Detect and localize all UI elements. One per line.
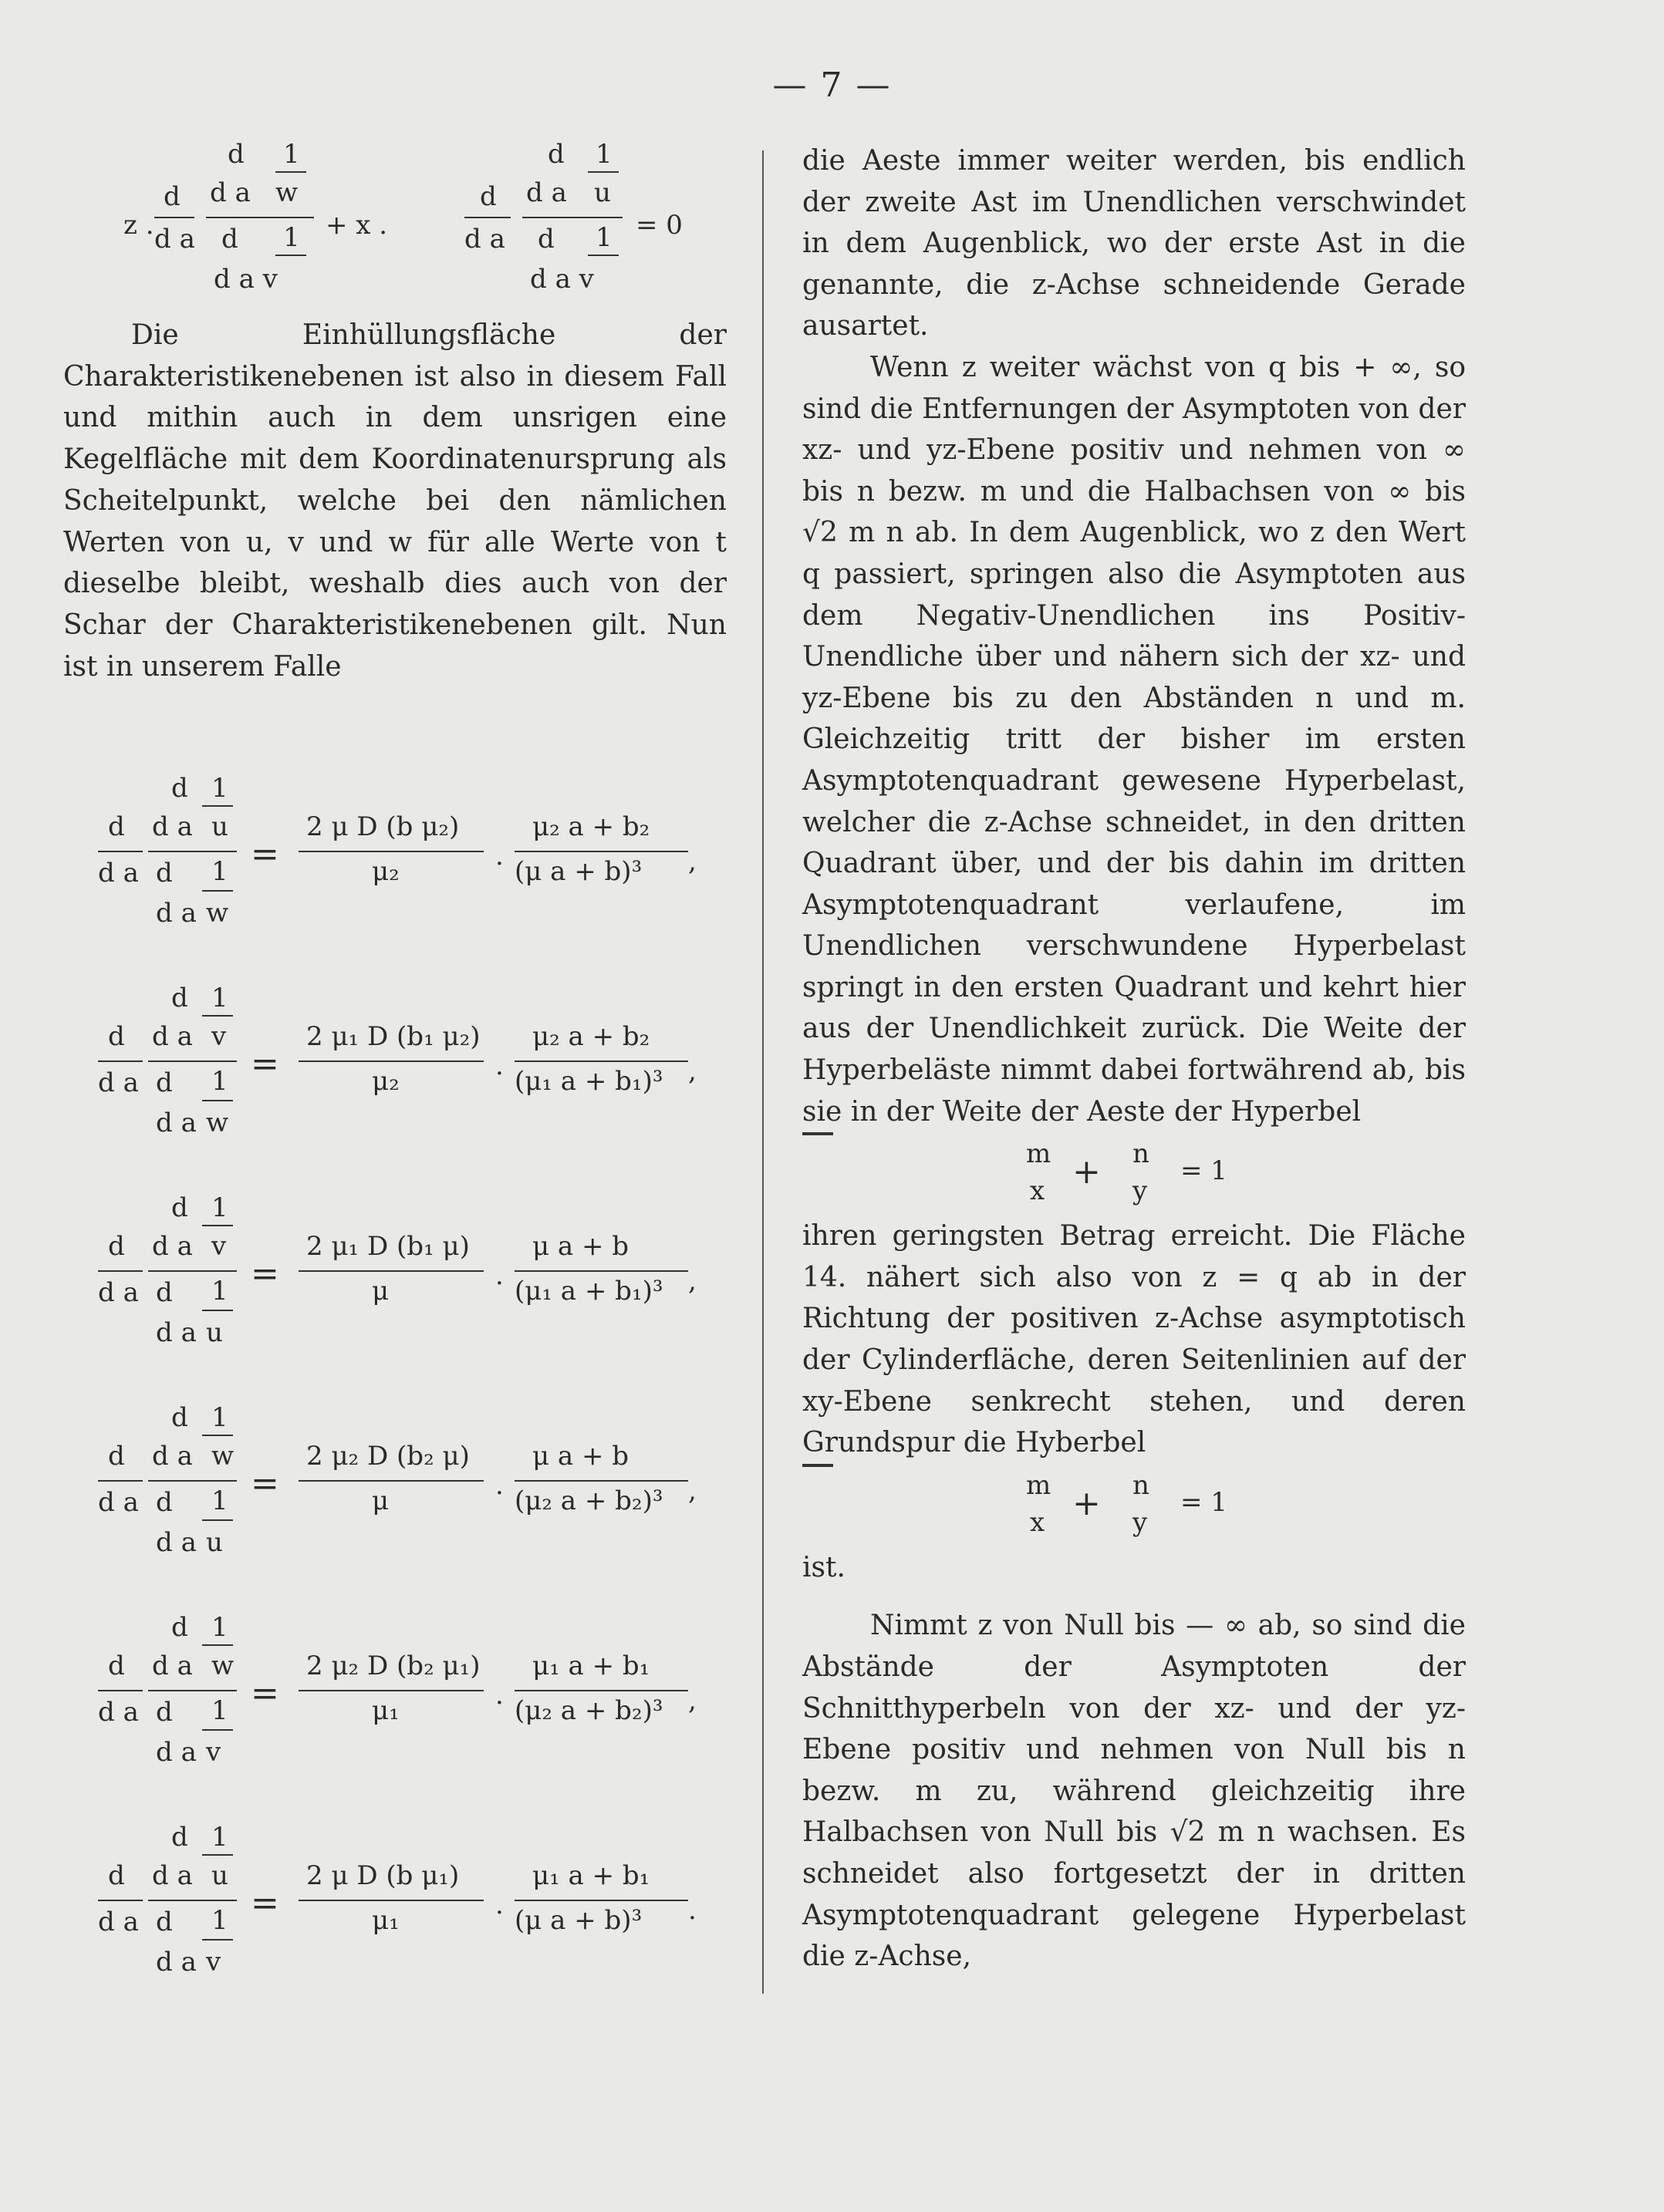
eq-inner-den: u (206, 1527, 223, 1558)
eq-one-top: 1 (211, 983, 228, 1013)
eq-bar-rhs1 (299, 1270, 484, 1272)
eq-tail: , (688, 1266, 697, 1297)
eq-bar-left (98, 1690, 143, 1691)
eq0-d-mid: d (221, 224, 238, 255)
eq-rhs1-den: μ₁ (372, 1905, 400, 1936)
eq-bar-inner-top (202, 1644, 233, 1646)
hyp1-n: n (1132, 1138, 1149, 1170)
eq-bar-main (148, 851, 237, 852)
eq-one-mid: 1 (211, 856, 228, 887)
eq-one-top: 1 (211, 1822, 228, 1853)
left-paragraph-1: Die Einhüllungsfläche der Charakteristikenebenen ist also in diesem Fall und mithin auch in dem unsrigen eine Kegelfläche mit dem Koordinatenursprung als Scheitelpunkt, welche bei den nämlichen Werten von u, v und w für alle Werte von t dieselbe bleibt, weshalb dies auch von der Schar der Charakteristikenebenen gilt. Nun ist in unserem Falle (63, 319, 727, 683)
eq-inner-num: v (211, 1021, 227, 1052)
eq-bar-inner-bottom (202, 1310, 233, 1311)
eq-bar-inner-top (202, 1225, 233, 1226)
eq-rhs2-den: (μ₁ a + b₁)³ (515, 1066, 663, 1097)
eq-d-left: d (108, 1231, 125, 1262)
eq-bar-rhs2 (515, 1690, 688, 1691)
eq0-z: z . (123, 210, 154, 241)
eq-bar-inner-bottom (202, 1519, 233, 1521)
eq-bar-rhs1 (299, 1690, 484, 1691)
eq-rhs2-num: μ a + b (532, 1441, 629, 1472)
eq-bar-inner-top (202, 1854, 233, 1856)
eq-da-bottom: d a (156, 1947, 197, 1978)
eq0-d2-top: d (548, 139, 565, 170)
eq-rhs1-num: 2 μ₁ D (b₁ μ) (306, 1231, 470, 1262)
eq-inner-den: w (206, 898, 229, 929)
eq-bar-inner-bottom (202, 1729, 233, 1731)
eq-d-top: d (171, 1612, 188, 1643)
hyp1-equals: = 1 (1180, 1155, 1227, 1187)
eq-rhs1-den: μ (372, 1276, 390, 1307)
eq-rhs1-den: μ (372, 1485, 390, 1516)
eq-d-left: d (108, 1441, 125, 1472)
eq-inner-den: v (206, 1947, 221, 1978)
eq-bar-inner-top (202, 1015, 233, 1017)
eq-d-left: d (108, 1021, 125, 1052)
eq-bar-left (98, 1900, 143, 1901)
eq-inner-num: u (211, 811, 228, 842)
eq-d-left: d (108, 1860, 125, 1891)
eq0-dav2: d a v (530, 264, 594, 295)
eq-tail: , (688, 846, 697, 877)
hyperbola-equation-1 (802, 1132, 1466, 1216)
eq-tail: , (688, 1685, 697, 1716)
right-paragraph-4: ist. (802, 1551, 846, 1583)
eq-dad: d a (98, 1067, 139, 1098)
eq-da-inner: d a (152, 1441, 193, 1472)
eq-rhs2-num: μ a + b (532, 1231, 629, 1262)
derivative-equation (63, 1192, 727, 1385)
eq-one-mid: 1 (211, 1695, 228, 1726)
hyp1-x: x (1030, 1175, 1045, 1207)
eq0-bar-c (588, 171, 619, 173)
eq0-bar-a (275, 171, 306, 173)
right-column (802, 140, 1466, 1978)
eq-da-bottom: d a (156, 1108, 197, 1138)
eq-one-mid: 1 (211, 1276, 228, 1307)
eq-rhs1-den: μ₂ (372, 1066, 400, 1097)
eq0-main-bar-1 (206, 217, 314, 218)
eq-inner-num: v (211, 1231, 227, 1262)
eq-equals: = (251, 1883, 279, 1923)
eq0-w: w (275, 177, 299, 208)
eq-equals: = (251, 835, 279, 874)
eq-one-mid: 1 (211, 1066, 228, 1097)
eq-bar-rhs1 (299, 1480, 484, 1482)
eq-d-top: d (171, 983, 188, 1013)
right-paragraph-1: die Aeste immer weiter werden, bis endlich der zweite Ast im Unendlichen verschwindet in dem Augenblick, wo der erste Ast in die genannte, die z-Achse schneidende Gerade ausartet. (802, 145, 1466, 342)
eq-rhs1-den: μ₂ (372, 856, 400, 887)
eq-equals: = (251, 1464, 279, 1503)
eq0-one2-top: 1 (596, 139, 613, 170)
eq0-dad2-left: d a (464, 224, 505, 255)
derivative-equation (63, 1612, 727, 1805)
derivative-equation (63, 1822, 727, 2015)
eq-rhs2-den: (μ₂ a + b₂)³ (515, 1695, 663, 1726)
eq-rhs2-den: (μ a + b)³ (515, 856, 643, 887)
eq-dot: . (495, 1260, 504, 1291)
eq0-main-bar-2 (522, 217, 623, 218)
eq0-outer-bar-2 (464, 217, 511, 218)
eq-da-bottom: d a (156, 1737, 197, 1768)
eq-rhs2-den: (μ a + b)³ (515, 1905, 643, 1936)
hyp2-n: n (1132, 1469, 1149, 1501)
hyp2-y: y (1132, 1506, 1148, 1538)
eq-rhs1-num: 2 μ₂ D (b₂ μ) (306, 1441, 470, 1472)
eq-da-inner: d a (152, 1651, 193, 1681)
derivative-equation (63, 1402, 727, 1595)
eq-bar-left (98, 1480, 143, 1482)
eq-rhs1-num: 2 μ₂ D (b₂ μ₁) (306, 1651, 481, 1681)
eq-bar-left (98, 1270, 143, 1272)
eq-da-inner: d a (152, 1021, 193, 1052)
eq-one-top: 1 (211, 1192, 228, 1223)
eq-bar-main (148, 1060, 237, 1062)
eq-dad: d a (98, 1277, 139, 1308)
eq-rhs1-num: 2 μ D (b μ₁) (306, 1860, 460, 1891)
eq-rhs2-num: μ₁ a + b₁ (532, 1860, 650, 1891)
eq-inner-den: u (206, 1317, 223, 1348)
eq0-d2-left: d (480, 181, 497, 212)
eq-equals: = (251, 1044, 279, 1084)
eq-one-top: 1 (211, 1612, 228, 1643)
hyp1-m: m (1026, 1138, 1051, 1170)
eq-inner-den: w (206, 1108, 229, 1138)
eq-d-top: d (171, 773, 188, 804)
eq-d-mid: d (156, 1277, 173, 1308)
page-number: — 7 — (772, 66, 892, 105)
eq-dad: d a (98, 858, 139, 889)
equation-homogeneity (63, 139, 727, 316)
eq-bar-left (98, 1060, 143, 1062)
eq-bar-rhs2 (515, 1060, 688, 1062)
hyp2-bar-2 (802, 1465, 833, 1467)
eq-one-top: 1 (211, 773, 228, 804)
eq-rhs2-den: (μ₁ a + b₁)³ (515, 1276, 663, 1307)
eq-rhs1-num: 2 μ₁ D (b₁ μ₂) (306, 1021, 481, 1052)
hyp2-plus: + (1072, 1483, 1101, 1523)
eq-dad: d a (98, 1697, 139, 1728)
eq-d-top: d (171, 1192, 188, 1223)
eq0-da: d a (210, 177, 251, 208)
eq-d-mid: d (156, 858, 173, 889)
eq-bar-rhs2 (515, 1270, 688, 1272)
eq-bar-main (148, 1480, 237, 1482)
eq-d-left: d (108, 811, 125, 842)
eq-d-left: d (108, 1651, 125, 1681)
hyp2-equals: = 1 (1180, 1486, 1227, 1518)
eq-d-top: d (171, 1822, 188, 1853)
eq-bar-inner-bottom (202, 890, 233, 892)
eq-tail: , (688, 1475, 697, 1506)
eq-equals: = (251, 1674, 279, 1713)
eq-bar-inner-bottom (202, 1939, 233, 1941)
eq0-d-left: d (164, 181, 181, 212)
hyp2-x: x (1030, 1506, 1045, 1538)
eq-bar-main (148, 1690, 237, 1691)
eq0-da2: d a (526, 177, 567, 208)
eq-dad: d a (98, 1907, 139, 1937)
eq-rhs2-num: μ₂ a + b₂ (532, 1021, 650, 1052)
eq-tail: . (688, 1895, 697, 1926)
eq-bar-rhs1 (299, 851, 484, 852)
column-divider (762, 150, 764, 1994)
eq-da-bottom: d a (156, 898, 197, 929)
eq0-bar-d (588, 255, 619, 256)
eq-inner-num: w (211, 1651, 235, 1681)
eq-dot: . (495, 1470, 504, 1501)
eq-bar-inner-bottom (202, 1100, 233, 1101)
eq0-equals: = 0 (636, 210, 683, 241)
derivative-equation (63, 983, 727, 1175)
eq-bar-main (148, 1270, 237, 1272)
eq-da-inner: d a (152, 811, 193, 842)
eq0-one2-mid: 1 (596, 222, 613, 253)
eq0-outer-bar-1 (154, 217, 194, 218)
eq-inner-num: w (211, 1441, 235, 1472)
eq-d-mid: d (156, 1067, 173, 1098)
derivative-equation (63, 773, 727, 966)
hyp1-plus: + (1072, 1152, 1101, 1192)
eq-bar-rhs2 (515, 1480, 688, 1482)
eq-tail: , (688, 1056, 697, 1087)
eq-dot: . (495, 841, 504, 872)
eq-inner-den: v (206, 1737, 221, 1768)
eq0-one-mid: 1 (283, 222, 300, 253)
eq0-d-top: d (228, 139, 245, 170)
eq0-d2-mid: d (538, 224, 555, 255)
eq-d-mid: d (156, 1907, 173, 1937)
hyp1-y: y (1132, 1175, 1148, 1207)
eq-da-bottom: d a (156, 1317, 197, 1348)
eq-bar-rhs2 (515, 1900, 688, 1901)
eq-bar-rhs1 (299, 1900, 484, 1901)
eq-rhs2-num: μ₂ a + b₂ (532, 811, 650, 842)
eq-da-inner: d a (152, 1860, 193, 1891)
eq-one-mid: 1 (211, 1905, 228, 1936)
eq-bar-main (148, 1900, 237, 1901)
eq0-u: u (594, 177, 611, 208)
eq-dad: d a (98, 1487, 139, 1518)
eq0-plus-x: + x . (326, 210, 388, 241)
eq-d-mid: d (156, 1697, 173, 1728)
eq-bar-rhs2 (515, 851, 688, 852)
eq-dot: . (495, 1050, 504, 1081)
eq0-bar-b (275, 255, 306, 256)
eq-rhs1-num: 2 μ D (b μ₂) (306, 811, 460, 842)
eq-da-bottom: d a (156, 1527, 197, 1558)
right-paragraph-2: Wenn z weiter wächst von q bis + ∞, so sind die Entfernungen der Asymptoten von der xz- und yz-Ebene positiv und nehmen von ∞ bis n bezw. m und die Halbachsen von ∞ bis √2 m n ab. In dem Augenblick, wo z den Wert q passiert, springen also die Asymptoten aus dem Negativ-Unendlichen ins Positiv-Unendliche über und nähern sich der xz- und yz-Ebene bis zu den Abständen n und m. Gleichzeitig tritt der bisher im ersten Asymptotenquadrant gewesene Hyperbelast, welcher die z-Achse schneidet, in den dritten Quadrant über, und der bis dahin im dritten Asymptotenquadrant verlaufene, im Unendlichen verschwundene Hyperbelast springt in den ersten Quadrant und kehrt hier aus der Unendlichkeit zurück. Die Weite der Hyperbeläste nimmt dabei fortwährend ab, bis sie in der Weite der Aeste der Hyperbel (802, 351, 1466, 1128)
eq-inner-num: u (211, 1860, 228, 1891)
eq-dot: . (495, 1890, 504, 1920)
eq-bar-left (98, 851, 143, 852)
hyperbola-equation-2 (802, 1464, 1466, 1547)
eq-bar-rhs1 (299, 1060, 484, 1062)
eq-bar-inner-top (202, 1435, 233, 1436)
eq-da-inner: d a (152, 1231, 193, 1262)
eq-rhs2-num: μ₁ a + b₁ (532, 1651, 650, 1681)
right-paragraph-3: ihren geringsten Betrag erreicht. Die Fläche 14. nähert sich also von z = q ab in der Richtung der positiven z-Achse asymptotisch der Cylinderfläche, deren Seitenlinien auf der xy-Ebene senkrecht stehen, und deren Grundspur die Hyberbel (802, 1220, 1466, 1459)
hyp2-m: m (1026, 1469, 1051, 1501)
eq-rhs1-den: μ₁ (372, 1695, 400, 1726)
hyp1-bar-2 (802, 1134, 833, 1135)
eq-equals: = (251, 1254, 279, 1293)
eq0-dad-left: d a (154, 224, 195, 255)
left-column (63, 139, 727, 1978)
eq0-one-top: 1 (283, 139, 300, 170)
eq-d-mid: d (156, 1487, 173, 1518)
eq-dot: . (495, 1680, 504, 1711)
eq-one-mid: 1 (211, 1485, 228, 1516)
eq-one-top: 1 (211, 1402, 228, 1433)
right-paragraph-5: Nimmt z von Null bis — ∞ ab, so sind die Abstände der Asymptoten der Schnitthyperbeln von der xz- und der yz-Ebene positiv und nehmen von Null bis n bezw. m zu, während gleichzeitig ihre Halbachsen von Null bis √2 m n wachsen. Es schneidet also fortgesetzt der in dritten Asymptotenquadrant gelegene Hyperbelast die z-Achse, (802, 1610, 1466, 1973)
eq0-dav: d a v (214, 264, 278, 295)
eq-bar-inner-top (202, 805, 233, 807)
eq-rhs2-den: (μ₂ a + b₂)³ (515, 1485, 663, 1516)
eq-d-top: d (171, 1402, 188, 1433)
